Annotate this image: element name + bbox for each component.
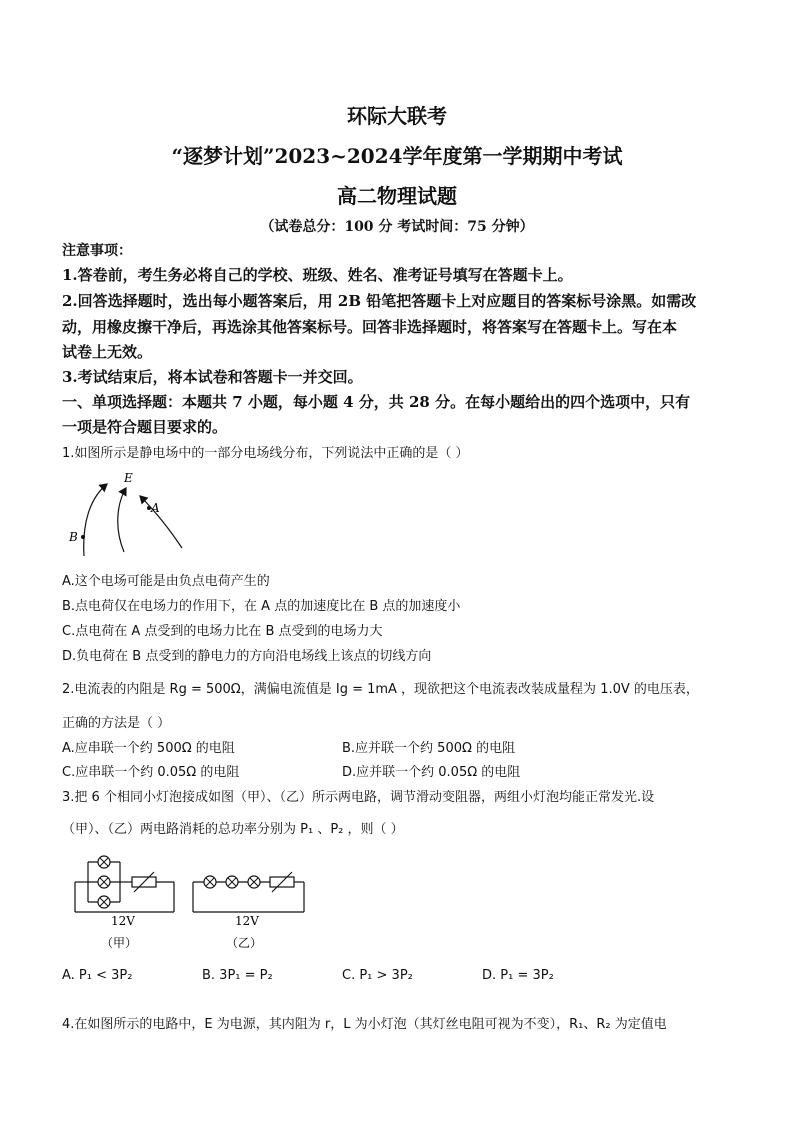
subject-title: 高二物理试题 xyxy=(337,184,457,208)
exam-title: “逐梦计划”2023~2024学年度第一学期期中考试 xyxy=(171,144,623,168)
option-c: C.点电荷在 A 点受到的电场力比在 B 点受到的电场力大 xyxy=(62,624,383,639)
option-b: B.点电荷仅在电场力的作用下，在 A 点的加速度比在 B 点的加速度小 xyxy=(62,599,461,614)
option-d: D.负电荷在 B 点受到的静电力的方向沿电场线上该点的切线方向 xyxy=(62,649,432,664)
label-a: A xyxy=(151,501,160,515)
option-c: C. P₁ > 3P₂ xyxy=(342,968,413,983)
section-heading: 一、单项选择题：本题共 7 小题，每小题 4 分，共 28 分。在每小题给出的四个选项中，只有 xyxy=(62,393,691,411)
voltage-label: 12V xyxy=(111,914,135,928)
question-stem: 正确的方法是（ ） xyxy=(62,716,171,731)
exam-meta: （试卷总分：100 分 考试时间：75 分钟） xyxy=(260,219,534,235)
voltage-label: 12V xyxy=(235,914,259,928)
notice-item: 1.答卷前，考生务必将自己的学校、班级、姓名、准考证号填写在答题卡上。 xyxy=(62,266,573,284)
notice-item: 3.考试结束后，将本试卷和答题卡一并交回。 xyxy=(62,368,363,386)
option-a: A.这个电场可能是由负点电荷产生的 xyxy=(62,574,270,589)
exam-org: 环际大联考 xyxy=(347,104,447,128)
figure-label: （甲） xyxy=(101,936,138,950)
question-stem: 1.如图所示是静电场中的一部分电场线分布，下列说法中正确的是（ ） xyxy=(62,446,469,461)
notice-title: 注意事项： xyxy=(62,243,132,259)
question-stem: （甲）、（乙）两电路消耗的总功率分别为 P₁ 、P₂ ，则（ ） xyxy=(62,822,404,837)
electric-field-diagram xyxy=(62,468,192,560)
notice-item: 2.回答选择题时，选出每小题答案后，用 2B 铅笔把答题卡上对应题目的答案标号涂黑。如需改 xyxy=(62,292,697,310)
option-a: A.应串联一个约 500Ω 的电阻 xyxy=(62,741,235,756)
option-a: A. P₁ < 3P₂ xyxy=(62,968,133,983)
section-heading: 一项是符合题目要求的。 xyxy=(62,418,228,436)
circuit-diagram-yi xyxy=(190,850,310,950)
option-d: D. P₁ = 3P₂ xyxy=(482,968,554,983)
question-stem: 4.在如图所示的电路中，E 为电源，其内阻为 r，L 为小灯泡（其灯丝电阻可视为不变），R₁、R₂ 为定值电 xyxy=(62,1017,667,1032)
figure-label: （乙） xyxy=(226,936,263,950)
question-stem: 3.把 6 个相同小灯泡接成如图（甲）、（乙）所示两电路，调节滑动变阻器，两组小灯泡均能正常发光.设 xyxy=(62,790,655,805)
option-c: C.应串联一个约 0.05Ω 的电阻 xyxy=(62,765,240,780)
notice-item: 试卷上无效。 xyxy=(62,343,153,361)
option-d: D.应并联一个约 0.05Ω 的电阻 xyxy=(342,765,521,780)
label-e: E xyxy=(124,471,133,485)
option-b: B. 3P₁ = P₂ xyxy=(202,968,273,983)
notice-item: 动，用橡皮擦干净后，再选涂其他答案标号。回答非选择题时，将答案写在答题卡上。写在本 xyxy=(62,318,678,336)
question-stem: 2.电流表的内阻是 Rg = 500Ω，满偏电流值是 Ig = 1mA ，现欲把这个电流表改装成量程为 1.0V 的电压表， xyxy=(62,682,699,697)
option-b: B.应并联一个约 500Ω 的电阻 xyxy=(342,741,516,756)
label-b: B xyxy=(69,530,78,544)
circuit-diagram-jia xyxy=(70,850,180,950)
